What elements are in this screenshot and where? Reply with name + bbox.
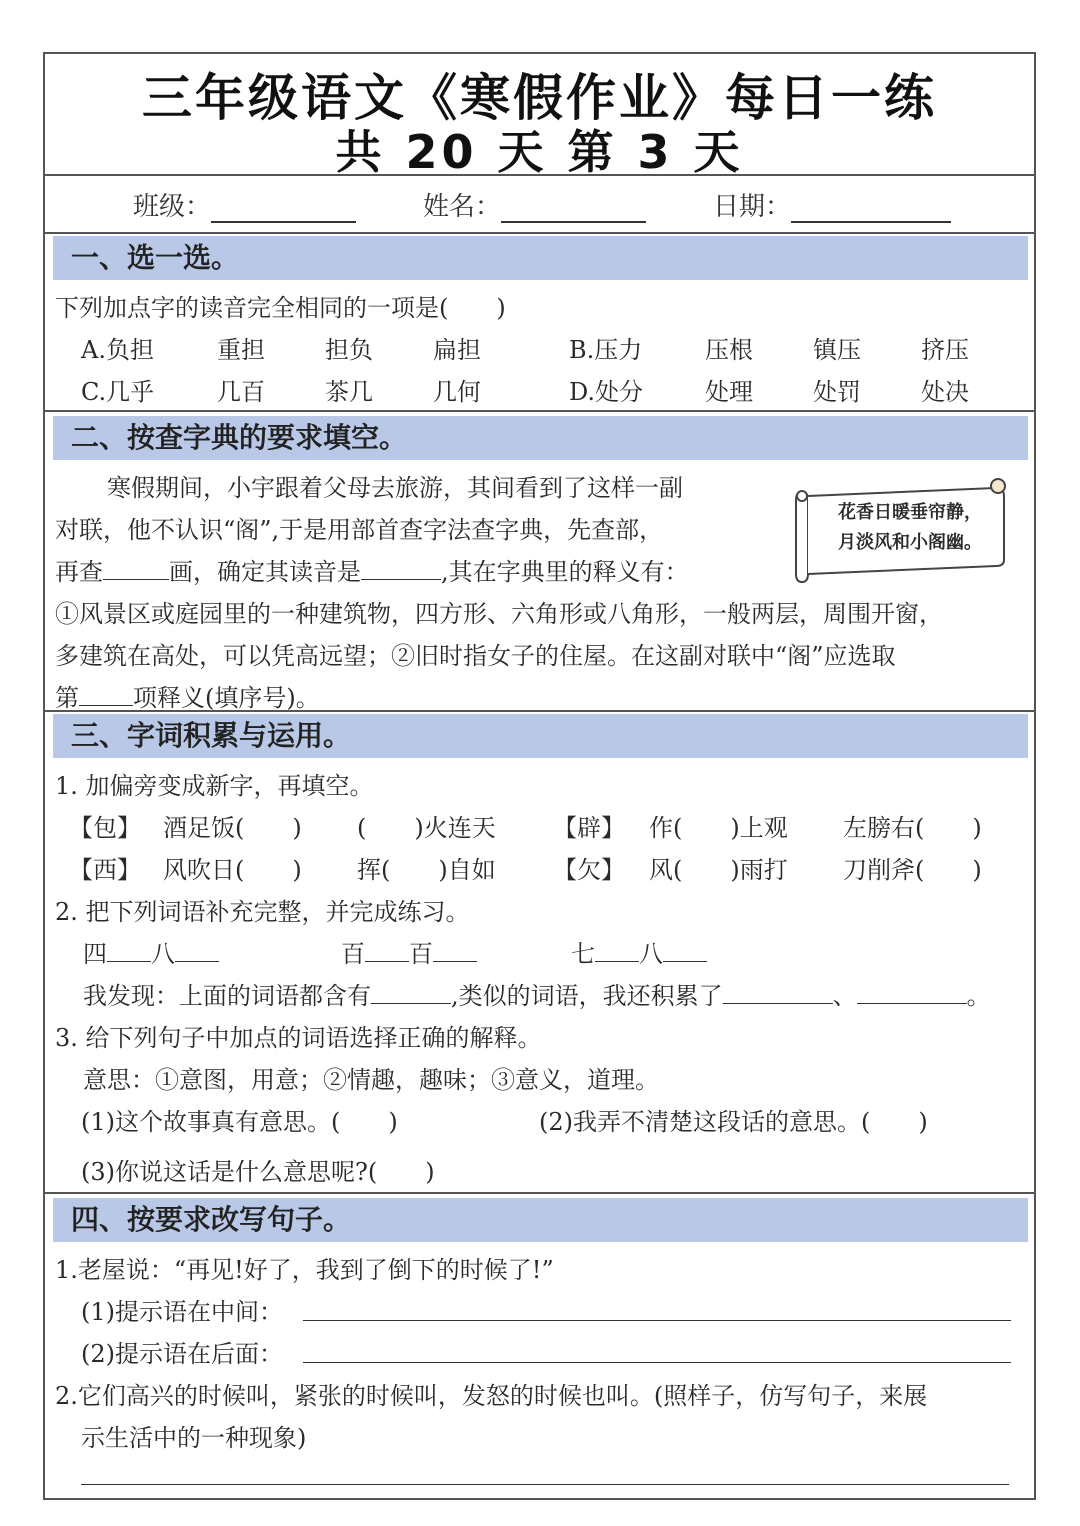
class-blank[interactable] (211, 195, 356, 223)
couplet-line-1: 花香日暖垂帘静， (838, 502, 982, 523)
s2-para-line: 对联，他不认识“阁”,于是用部首查字法查字典，先查部， (55, 516, 664, 544)
s2-text: ,其在字典里的释义有： (441, 558, 689, 586)
name-field[interactable] (423, 186, 646, 223)
idiom-fill[interactable]: 酒足饭( ) (163, 814, 302, 842)
idiom-fill[interactable]: ( )火连天 (357, 814, 496, 842)
section-divider (45, 410, 1034, 412)
s1-word: 几百 (217, 378, 265, 406)
word-char: 八 (151, 940, 175, 968)
idiom-fill[interactable]: 刀削斧( ) (843, 856, 982, 884)
word-char: 八 (639, 940, 663, 968)
s4-q1: 1.老屋说：“再见!好了，我到了倒下的时候了!” (55, 1256, 554, 1284)
s3-text: 我发现：上面的词语都含有 (83, 982, 371, 1010)
couplet-line-2: 月淡风和小阁幽。 (838, 532, 982, 553)
similar-word-blank[interactable] (857, 981, 967, 1004)
section-1-heading: 一、选一选。 (53, 236, 1028, 280)
word-blank[interactable] (175, 939, 219, 962)
s4-q2-line2: 示生活中的一种现象) (81, 1424, 307, 1452)
idiom-fill[interactable]: 风吹日( ) (163, 856, 302, 884)
s2-text: 再查 (55, 558, 103, 586)
page-title: 三年级语文《寒假作业》每日一练 (142, 69, 937, 127)
radical-tag: 【西】 (69, 856, 141, 884)
title-box (45, 54, 1034, 179)
s1-word: 压根 (705, 336, 753, 364)
section-3-heading: 三、字词积累与运用。 (53, 714, 1028, 758)
s2-text: 项释义(填序号)。 (133, 684, 320, 712)
word-completion[interactable] (571, 934, 707, 969)
s3-sentence-3[interactable]: (3)你说这话是什么意思呢?( ) (81, 1158, 435, 1186)
s4-a1-label: (1)提示语在中间： (81, 1298, 283, 1326)
s1-word: 处理 (705, 378, 753, 406)
s3-sentence-2[interactable]: (2)我弄不清楚这段话的意思。( ) (539, 1108, 928, 1136)
student-info-row (45, 176, 1034, 234)
stroke-count-blank[interactable] (103, 557, 169, 580)
section-divider (45, 1192, 1034, 1194)
section-2-heading: 二、按查字典的要求填空。 (53, 416, 1028, 460)
s3-q3: 3. 给下列句子中加点的词语选择正确的解释。 (55, 1024, 542, 1052)
s1-option-a[interactable]: A.负担 (81, 336, 154, 364)
s4-a2-label: (2)提示语在后面： (81, 1340, 283, 1368)
s1-word: 镇压 (813, 336, 861, 364)
section-4-heading: 四、按要求改写句子。 (53, 1198, 1028, 1242)
page-subtitle: 共 20 天 第 3 天 (335, 125, 744, 179)
pronunciation-blank[interactable] (361, 557, 441, 580)
class-label: 班级： (133, 192, 212, 222)
word-blank[interactable] (663, 939, 707, 962)
similar-word-blank[interactable] (723, 981, 833, 1004)
s3-sentence-1[interactable]: (1)这个故事真有意思。( ) (81, 1108, 398, 1136)
s2-text: 第 (55, 684, 79, 712)
idiom-fill[interactable]: 左膀右( ) (843, 814, 982, 842)
radical-tag: 【辟】 (553, 814, 625, 842)
definition-number-blank[interactable] (79, 683, 133, 706)
s3-q2: 2. 把下列词语补充完整，并完成练习。 (55, 898, 470, 926)
s1-word: 重担 (217, 336, 265, 364)
couplet-scroll (790, 474, 1015, 584)
word-blank[interactable] (107, 939, 151, 962)
s2-para-line (55, 552, 689, 587)
answer-line[interactable] (303, 1320, 1011, 1321)
s3-meanings: 意思：①意图，用意；②情趣，趣味；③意义，道理。 (83, 1066, 659, 1094)
s4-q2-line1: 2.它们高兴的时候叫，紧张的时候叫，发怒的时候也叫。(照样子，仿写句子，来展 (55, 1382, 928, 1410)
s2-para-line: 寒假期间，小宇跟着父母去旅游，其间看到了这样一副 (107, 474, 683, 502)
s1-word: 几何 (433, 378, 481, 406)
word-blank[interactable] (433, 939, 477, 962)
s3-text: 、 (832, 982, 857, 1010)
s3-text: ,类似的词语，我还积累了 (451, 982, 723, 1010)
s1-word: 处罚 (813, 378, 861, 406)
s1-word: 处决 (921, 378, 969, 406)
s3-text: 。 (966, 982, 991, 1010)
word-char: 七 (571, 940, 595, 968)
s1-word: 扁担 (433, 336, 481, 364)
s2-text: 画，确定其读音是 (169, 558, 361, 586)
answer-line[interactable] (303, 1362, 1011, 1363)
worksheet (43, 52, 1036, 1500)
radical-tag: 【包】 (69, 814, 141, 842)
s3-q1: 1. 加偏旁变成新字，再填空。 (55, 772, 374, 800)
s1-option-d[interactable]: D.处分 (569, 378, 644, 406)
idiom-fill[interactable]: 风( )雨打 (649, 856, 788, 884)
word-char: 百 (341, 940, 365, 968)
word-blank[interactable] (595, 939, 639, 962)
idiom-fill[interactable]: 挥( )自如 (357, 856, 496, 884)
s1-question: 下列加点字的读音完全相同的一项是( ) (55, 294, 506, 322)
s1-word: 担负 (325, 336, 373, 364)
s2-para-line: ①风景区或庭园里的一种建筑物，四方形、六角形或八角形，一般两层，周围开窗， (55, 600, 943, 628)
answer-line[interactable] (81, 1484, 1009, 1485)
word-completion[interactable] (83, 934, 219, 969)
s3-discovery (83, 976, 991, 1011)
word-char: 百 (409, 940, 433, 968)
s2-para-line (55, 678, 320, 713)
word-completion[interactable] (341, 934, 477, 969)
pattern-blank[interactable] (371, 981, 451, 1004)
s2-para-line: 多建筑在高处，可以凭高远望；②旧时指女子的住屋。在这副对联中“阁”应选取 (55, 642, 896, 670)
idiom-fill[interactable]: 作( )上观 (649, 814, 788, 842)
s1-option-b[interactable]: B.压力 (569, 336, 643, 364)
s1-word: 茶几 (325, 378, 373, 406)
class-field[interactable] (133, 186, 356, 223)
s1-option-c[interactable]: C.几乎 (81, 378, 155, 406)
radical-tag: 【欠】 (553, 856, 625, 884)
date-field[interactable] (713, 186, 951, 223)
section-divider (45, 710, 1034, 712)
name-blank[interactable] (501, 195, 646, 223)
name-label: 姓名： (423, 192, 502, 222)
s1-word: 挤压 (921, 336, 969, 364)
word-char: 四 (83, 940, 107, 968)
word-blank[interactable] (365, 939, 409, 962)
date-blank[interactable] (791, 195, 951, 223)
date-label: 日期： (713, 192, 792, 222)
